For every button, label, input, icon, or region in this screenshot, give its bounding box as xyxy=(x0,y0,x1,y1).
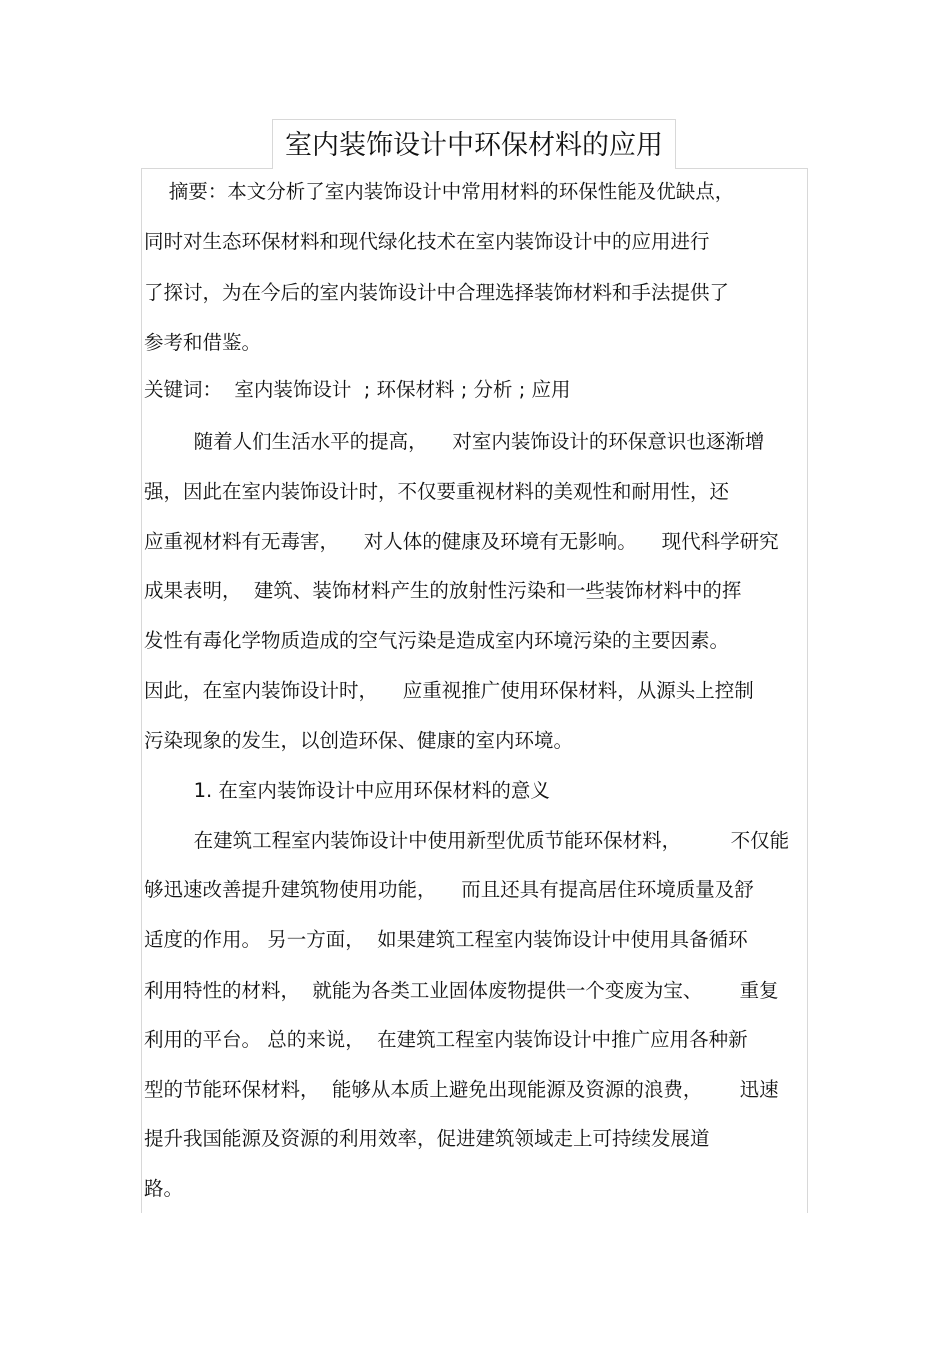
section-line-5: 利用的平台。 总的来说， 在建筑工程室内装饰设计中推广应用各种新 xyxy=(144,1028,748,1051)
frame-top-right-rule xyxy=(676,168,808,169)
body-line-2: 强，因此在室内装饰设计时，不仅要重视材料的美观性和耐用性，还 xyxy=(144,480,730,503)
section-heading-1: 1. 在室内装饰设计中应用环保材料的意义 xyxy=(144,779,550,802)
section-line-2: 够迅速改善提升建筑物使用功能， 而且还具有提高居住环境质量及舒 xyxy=(144,878,754,901)
body-line-6: 因此，在室内装饰设计时， 应重视推广使用环保材料，从源头上控制 xyxy=(144,679,754,702)
frame-top-left-rule xyxy=(141,168,272,169)
section-line-7: 提升我国能源及资源的利用效率，促进建筑领域走上可持续发展道 xyxy=(144,1127,710,1150)
section-line-1: 在建筑工程室内装饰设计中使用新型优质节能环保材料， 不仅能 xyxy=(144,829,790,852)
section-line-6: 型的节能环保材料， 能够从本质上避免出现能源及资源的浪费， 迅速 xyxy=(144,1078,779,1101)
abstract-line-4: 参考和借鉴。 xyxy=(144,331,262,354)
keywords-line: 关键词： 室内装饰设计 ; 环保材料 ; 分析 ; 应用 xyxy=(144,378,571,401)
abstract-line-2: 同时对生态环保材料和现代绿化技术在室内装饰设计中的应用进行 xyxy=(144,230,710,253)
document-title: 室内装饰设计中环保材料的应用 xyxy=(285,130,663,161)
body-line-3: 应重视材料有无毒害， 对人体的健康及环境有无影响。 现代科学研究 xyxy=(144,530,779,553)
abstract-line-3: 了探讨，为在今后的室内装饰设计中合理选择装饰材料和手法提供了 xyxy=(144,281,730,304)
section-line-4: 利用特性的材料， 就能为各类工业固体废物提供一个变废为宝、 重复 xyxy=(144,979,779,1002)
section-line-3: 适度的作用。 另一方面， 如果建筑工程室内装饰设计中使用具备循环 xyxy=(144,928,748,951)
frame-right-rule xyxy=(807,168,808,1213)
body-line-4: 成果表明， 建筑、装饰材料产生的放射性污染和一些装饰材料中的挥 xyxy=(144,579,742,602)
body-line-1: 随着人们生活水平的提高， 对室内装饰设计的环保意识也逐渐增 xyxy=(144,430,765,453)
body-line-7: 污染现象的发生，以创造环保、健康的室内环境。 xyxy=(144,729,574,752)
abstract-line-1: 摘要：本文分析了室内装饰设计中常用材料的环保性能及优缺点， xyxy=(144,180,735,203)
frame-left-rule xyxy=(141,168,142,1213)
body-line-5: 发性有毒化学物质造成的空气污染是造成室内环境污染的主要因素。 xyxy=(144,629,730,652)
section-line-8: 路。 xyxy=(144,1177,184,1200)
